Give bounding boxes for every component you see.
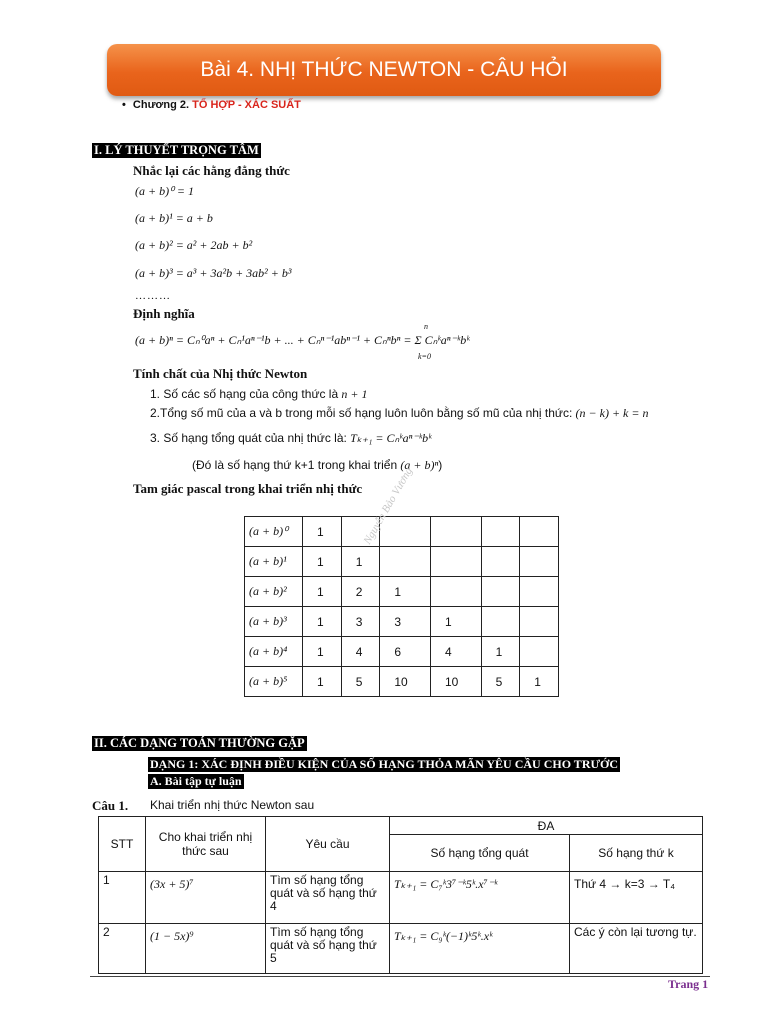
footer-divider — [90, 976, 710, 977]
row-expr: (3x + 5)⁷ — [146, 872, 266, 924]
sum-lower: k=0 — [418, 352, 431, 361]
pascal-cell — [430, 577, 481, 607]
question-table — [98, 816, 703, 974]
identity-1: (a + b)¹ = a + b — [135, 211, 213, 225]
page-title: Bài 4. NHỊ THỨC NEWTON - CÂU HỎI — [200, 58, 568, 81]
note-end: ) — [438, 458, 443, 472]
identity-3: (a + b)³ = a³ + 3a²b + 3ab² + b³ — [135, 266, 292, 280]
sum-upper: n — [424, 322, 428, 331]
properties-title: Tính chất của Nhị thức Newton — [133, 366, 308, 381]
th-general: Số hạng tổng quát — [390, 835, 570, 872]
pascal-cell: 1 — [481, 637, 520, 667]
prop2 — [150, 405, 648, 421]
pascal-cell: 1 — [380, 577, 431, 607]
pascal-cell — [520, 607, 559, 637]
partA-heading: A. Bài tập tự luận — [150, 774, 242, 788]
pascal-cell — [520, 547, 559, 577]
pascal-cell: 1 — [303, 517, 342, 547]
note-math: (a + b)ⁿ — [400, 458, 439, 472]
pascal-cell: 4 — [430, 637, 481, 667]
pascal-cell: 10 — [430, 667, 481, 697]
prop1 — [150, 386, 368, 402]
pascal-title: Tam giác pascal trong khai triển nhị thức — [133, 481, 363, 496]
pascal-cell: 1 — [303, 607, 342, 637]
pascal-cell — [380, 517, 431, 547]
pascal-cell — [520, 577, 559, 607]
title-banner — [107, 44, 661, 96]
pascal-row-label: (a + b)³ — [245, 607, 303, 637]
prop1-math: n + 1 — [341, 387, 368, 401]
pascal-cell: 1 — [303, 637, 342, 667]
pascal-row — [245, 607, 559, 637]
pascal-cell — [430, 517, 481, 547]
row-stt: 1 — [99, 872, 146, 924]
pascal-cell — [430, 547, 481, 577]
page-number: Trang 1 — [668, 977, 709, 991]
pascal-row-label: (a + b)⁴ — [245, 637, 303, 667]
section1-heading: I. LÝ THUYẾT TRỌNG TÂM — [94, 143, 259, 157]
prop3 — [150, 430, 432, 446]
pascal-cell: 3 — [380, 607, 431, 637]
row-general: Tₖ₊₁ = C₇ᵏ3⁷⁻ᵏ5ᵏ.x⁷⁻ᵏ — [390, 872, 570, 924]
pascal-row-label: (a + b)¹ — [245, 547, 303, 577]
table-row — [99, 924, 703, 974]
th-request: Yêu cầu — [266, 817, 390, 872]
pascal-cell — [481, 577, 520, 607]
note-text: (Đó là số hạng thứ k+1 trong khai triển — [192, 458, 398, 472]
pascal-cell — [520, 637, 559, 667]
pascal-table — [244, 516, 559, 697]
pascal-cell: 1 — [303, 547, 342, 577]
pascal-cell: 5 — [481, 667, 520, 697]
row-term: Các ý còn lại tương tự. — [570, 924, 703, 974]
pascal-cell — [481, 607, 520, 637]
prop3-math: Tₖ₊₁ = Cₙᵏaⁿ⁻ᵏbᵏ — [350, 431, 432, 445]
identity-2: (a + b)² = a² + 2ab + b² — [135, 238, 253, 252]
pascal-cell: 10 — [380, 667, 431, 697]
definition-title: Định nghĩa — [133, 306, 195, 321]
watermark: Nguyễn Bảo Vương — [361, 465, 416, 547]
th-answer: ĐA — [390, 817, 703, 835]
pascal-row — [245, 517, 559, 547]
pascal-row-label: (a + b)² — [245, 577, 303, 607]
th-term: Số hạng thứ k — [570, 835, 703, 872]
pascal-row — [245, 547, 559, 577]
identity-0: (a + b)⁰ = 1 — [135, 184, 194, 198]
dang1-heading: DẠNG 1: XÁC ĐỊNH ĐIỀU KIỆN CỦA SỐ HẠNG THỎA MÃN YÊU CẦU CHO TRƯỚC — [150, 757, 619, 771]
prop3-text: 3. Số hạng tổng quát của nhị thức là: — [150, 431, 347, 445]
prop2-text: 2.Tổng số mũ của a và b trong mỗi số hạng luôn luôn bằng số mũ của nhị thức: — [150, 406, 573, 420]
pascal-cell: 5 — [341, 667, 380, 697]
pascal-cell: 1 — [520, 667, 559, 697]
table-row — [99, 872, 703, 924]
chapter-label: Chương 2. — [132, 99, 190, 111]
chapter-line — [122, 99, 301, 111]
pascal-cell: 2 — [341, 577, 380, 607]
pascal-cell: 6 — [380, 637, 431, 667]
pascal-cell: 1 — [303, 667, 342, 697]
pascal-row — [245, 637, 559, 667]
th-stt: STT — [99, 817, 146, 872]
q1-label: Câu 1. — [92, 798, 129, 813]
row-term: Thứ 4 → k=3 → T₄ — [570, 872, 703, 924]
row-request: Tìm số hạng tổng quát và số hạng thứ 5 — [266, 924, 390, 974]
row-request: Tìm số hạng tổng quát và số hạng thứ 4 — [266, 872, 390, 924]
bullet: • — [122, 99, 126, 111]
pascal-cell — [481, 517, 520, 547]
prop1-text: 1. Số các số hạng của công thức là — [150, 387, 339, 401]
pascal-cell: 1 — [430, 607, 481, 637]
pascal-cell: 4 — [341, 637, 380, 667]
ellipsis: ……… — [135, 290, 171, 302]
pascal-row — [245, 577, 559, 607]
q1-text: Khai triển nhị thức Newton sau — [150, 798, 315, 812]
definition-formula: (a + b)ⁿ = Cₙ⁰aⁿ + Cₙ¹aⁿ⁻¹b + ... + Cₙⁿ⁻¹abⁿ⁻¹ + Cₙⁿbⁿ = Σ Cₙᵏaⁿ⁻ᵏbᵏ — [135, 333, 470, 347]
pascal-row — [245, 667, 559, 697]
pascal-cell: 1 — [341, 547, 380, 577]
pascal-cell: 3 — [341, 607, 380, 637]
pascal-cell — [380, 547, 431, 577]
chapter-topic: TỔ HỢP - XÁC SUẤT — [192, 99, 301, 111]
row-general: Tₖ₊₁ = C₉ᵏ(−1)ᵏ5ᵏ.xᵏ — [390, 924, 570, 974]
pascal-row-label: (a + b)⁰ — [245, 517, 303, 547]
pascal-cell: 1 — [303, 577, 342, 607]
row-stt: 2 — [99, 924, 146, 974]
th-given: Cho khai triển nhị thức sau — [146, 817, 266, 872]
pascal-cell — [520, 517, 559, 547]
recall-title: Nhắc lại các hằng đẳng thức — [133, 163, 290, 178]
prop2-math: (n − k) + k = n — [575, 406, 649, 420]
pascal-cell — [481, 547, 520, 577]
pascal-row-label: (a + b)⁵ — [245, 667, 303, 697]
row-expr: (1 − 5x)⁹ — [146, 924, 266, 974]
section2-heading: II. CÁC DẠNG TOÁN THƯỜNG GẶP — [94, 736, 305, 750]
